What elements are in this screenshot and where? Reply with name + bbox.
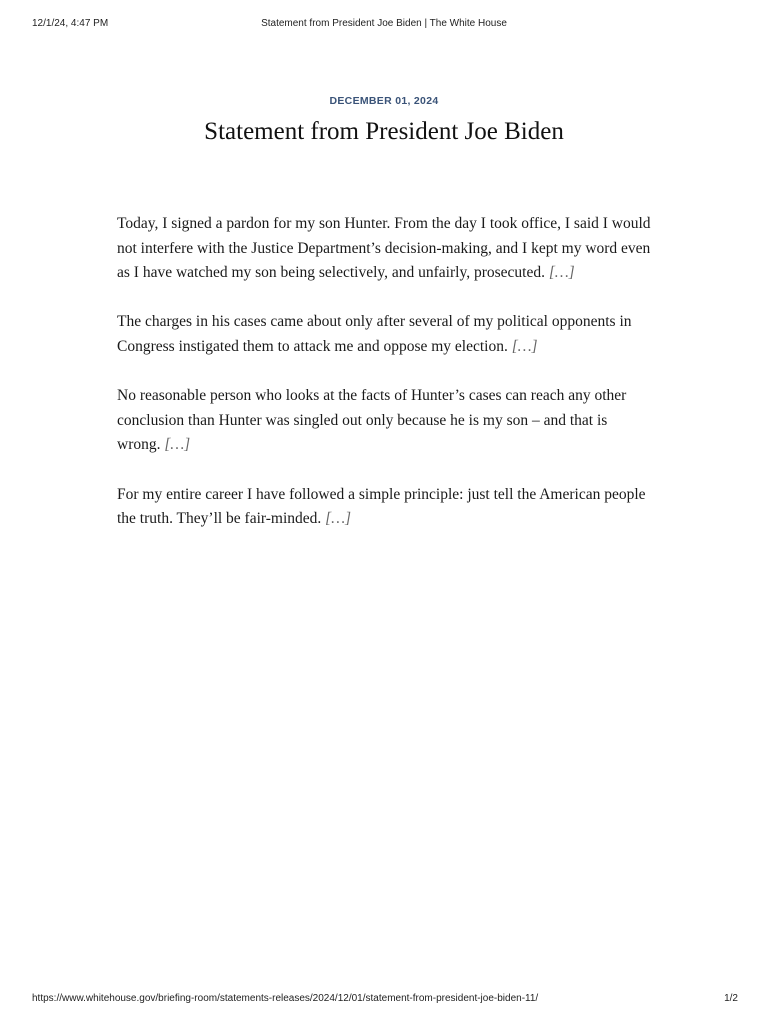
article-paragraph xyxy=(117,384,651,458)
paragraph-excerpt: Today, I signed a pardon for my son Hunter. From the day I took office, I said I would not interfere with the Justice Department’s decision-making, and I kept my word even as I have watched my son being selectively, and unfairly, prosecuted. xyxy=(117,215,651,282)
page-url[interactable]: https://www.whitehouse.gov/briefing-room/statements-releases/2024/12/01/statement-from-president-joe-biden-11/ xyxy=(32,993,539,1004)
truncation-marker: […] xyxy=(511,337,538,355)
article-paragraph xyxy=(117,483,651,532)
article-paragraph xyxy=(117,310,651,359)
article-body xyxy=(117,212,651,556)
truncation-marker: […] xyxy=(164,436,191,454)
print-timestamp: 12/1/24, 4:47 PM xyxy=(32,18,109,29)
truncation-marker: […] xyxy=(325,510,352,528)
page-number: 1/2 xyxy=(724,993,738,1004)
article-date: DECEMBER 01, 2024 xyxy=(329,95,439,107)
print-document-title: Statement from President Joe Biden | The White House xyxy=(261,18,507,29)
truncation-marker: […] xyxy=(548,264,575,282)
paragraph-excerpt: For my entire career I have followed a simple principle: just tell the American people the truth. They’ll be fair-minded. xyxy=(117,485,646,528)
paragraph-excerpt: The charges in his cases came about only after several of my political opponents in Congress instigated them to attack me and oppose my election. xyxy=(117,313,632,355)
paragraph-excerpt: No reasonable person who looks at the facts of Hunter’s cases can reach any other conclusion than Hunter was singled out only because he is my son – and that is wrong. xyxy=(117,387,627,454)
article-paragraph xyxy=(117,212,651,286)
article-title: Statement from President Joe Biden xyxy=(204,118,564,145)
